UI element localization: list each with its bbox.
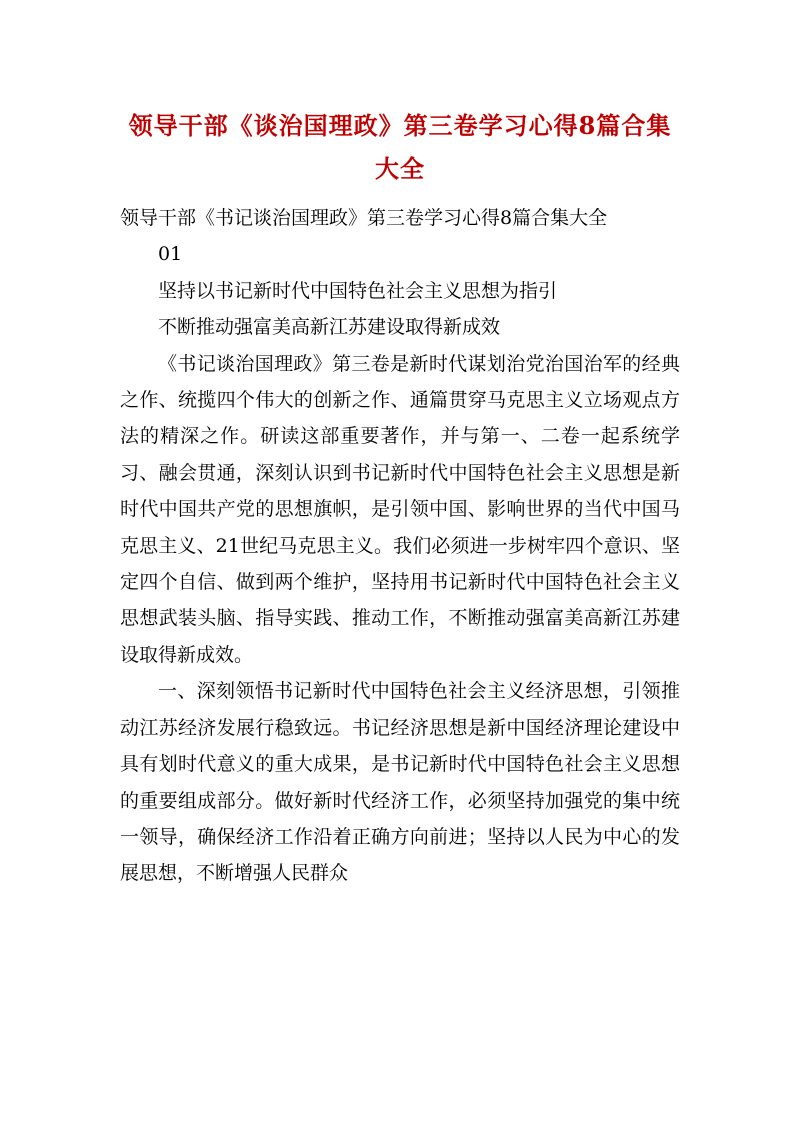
paragraph-heading-line-2: 不断推动强富美高新江苏建设取得新成效 [158, 316, 501, 339]
paragraph-subtitle: 领导干部《书记谈治国理政》第三卷学习心得8篇合集大全 [120, 207, 608, 229]
document-title: 领导干部《谈治国理政》第三卷学习心得8篇合集大全 [128, 111, 672, 183]
document-body [120, 200, 680, 892]
paragraph-heading-line-1: 坚持以书记新时代中国特色社会主义思想为指引 [158, 279, 558, 302]
paragraph-section-one: 一、深刻领悟书记新时代中国特色社会主义经济思想，引领推动江苏经济发展行稳致远。书记经济思想是新中国经济理论建设中具有划时代意义的重大成果，是书记新时代中国特色社会主义思想的重要组成部分。做好新时代经济工作，必须坚持加强党的集中统一领导，确保经济工作沿着正确方向前进；坚持以人民为中心的发展思想，不断增强人民群众 [120, 680, 680, 885]
paragraph-intro: 《书记谈治国理政》第三卷是新时代谋划治党治国治军的经典之作、统揽四个伟大的创新之作、通篇贯穿马克思主义立场观点方法的精深之作。研读这部重要著作，并与第一、二卷一起系统学习、融会贯通，深刻认识到书记新时代中国特色社会主义思想是新时代中国共产党的思想旗帜，是引领中国、影响世界的当代中国马克思主义、21世纪马克思主义。我们必须进一步树牢四个意识、坚定四个自信、做到两个维护，坚持用书记新时代中国特色社会主义思想武装头脑、指导实践、推动工作，不断推动强富美高新江苏建设取得新成效。 [120, 352, 680, 666]
paragraph-section-number: 01 [158, 243, 183, 266]
